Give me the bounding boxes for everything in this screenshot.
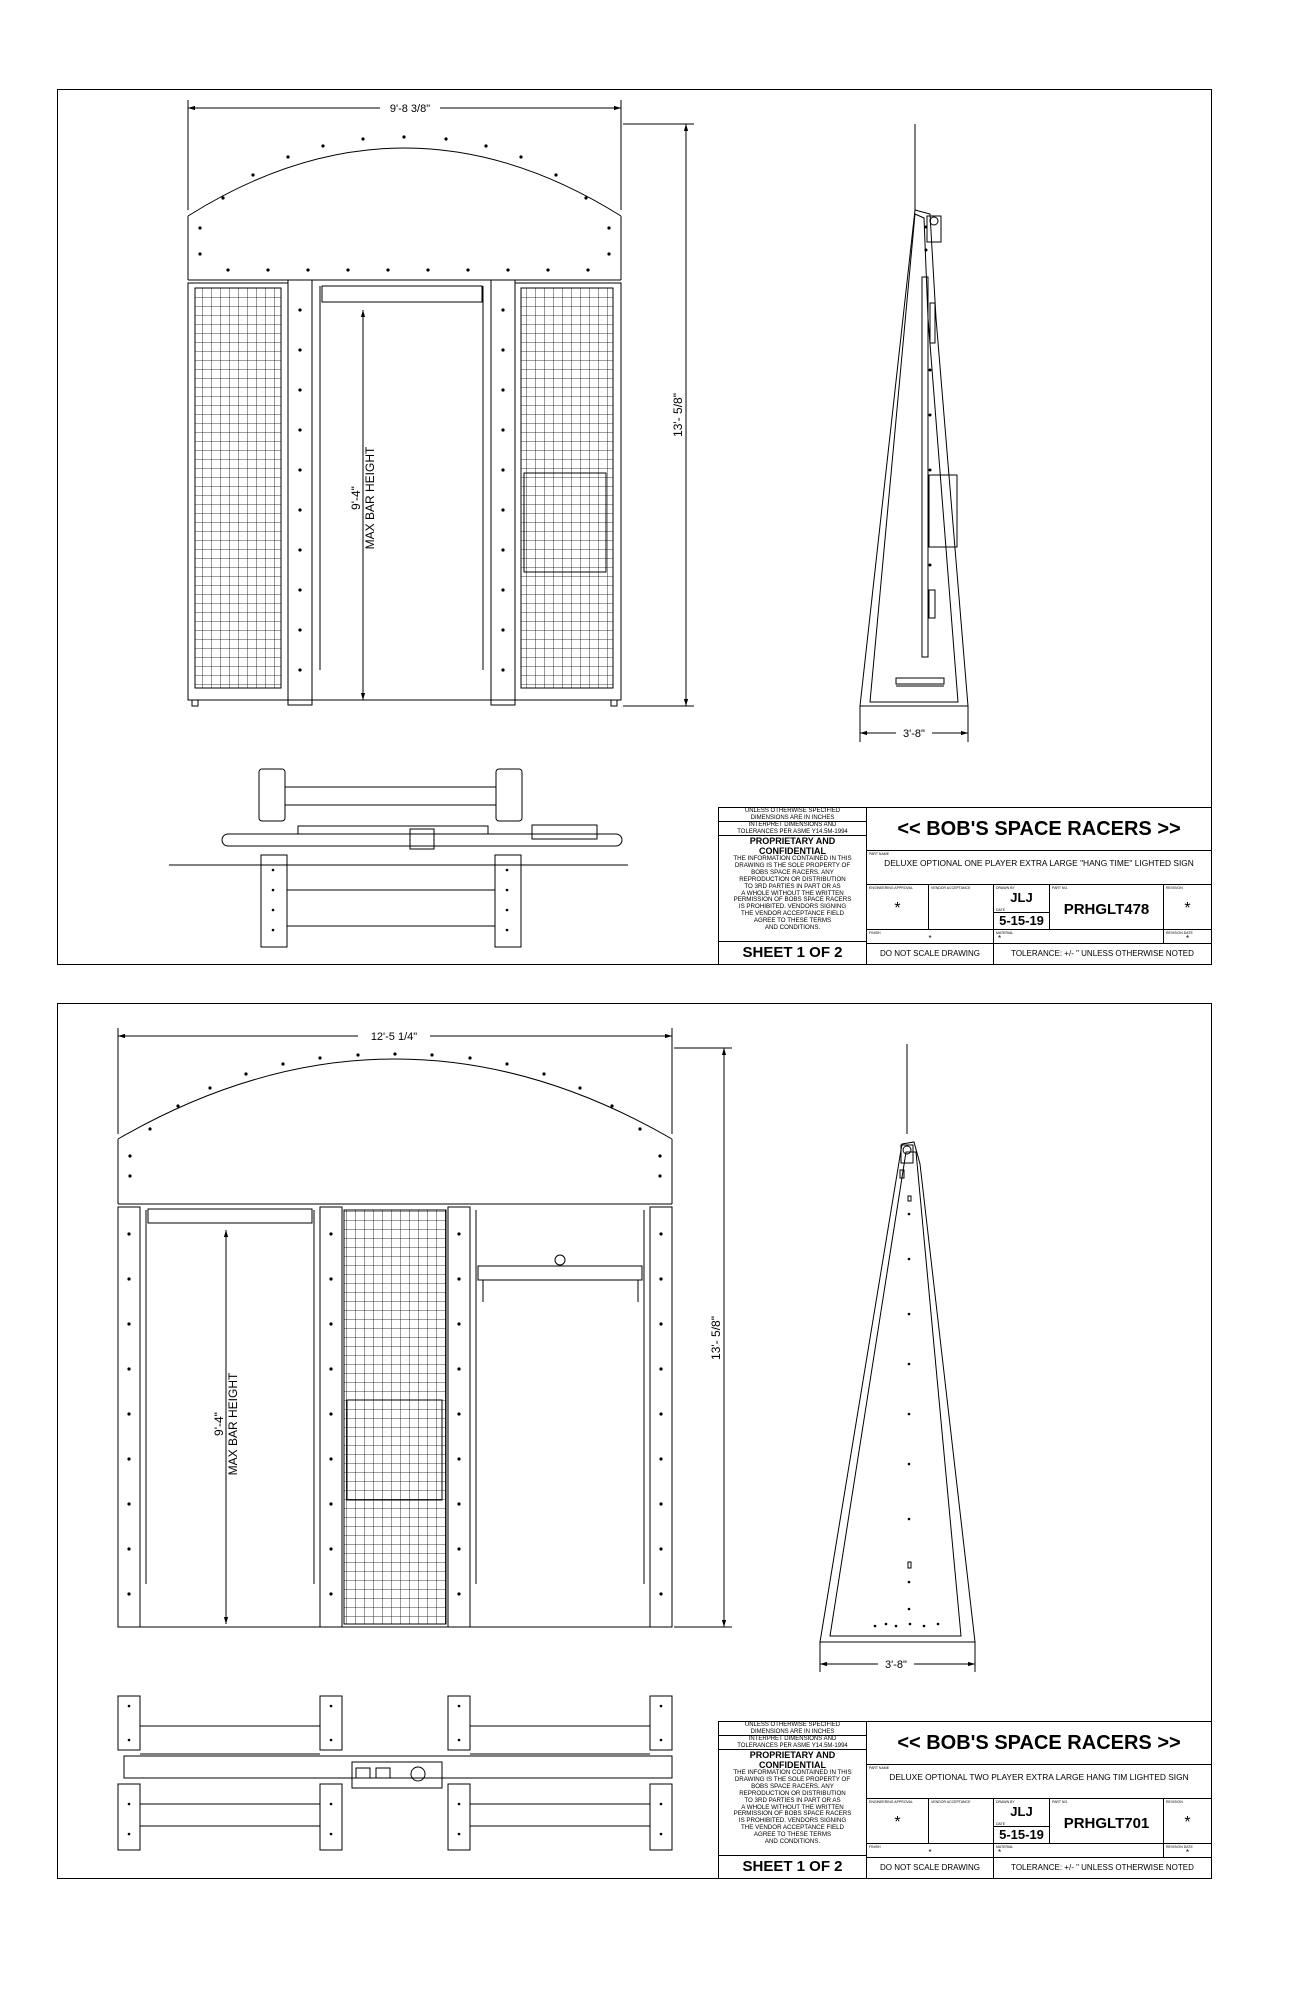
drawing-sheet-1 [57,89,1212,965]
interpret-note [719,1736,867,1750]
revision-value: * [1184,900,1191,917]
drawing-title [867,851,1211,885]
part-number: PRHGLT701 [1063,1815,1150,1832]
vendor-acceptance [929,885,994,930]
proprietary-notice [719,836,867,942]
proprietary-line: DRAWING IS THE SOLE PROPERTY OF [734,1775,851,1783]
width-dimension: 9'-8 3/8" [389,103,431,115]
tolerance-note: TOLERANCE: +/- " UNLESS OTHERWISE NOTED [1011,1863,1194,1872]
units-note-line-1: UNLESS OTHERWISE SPECIFIED [744,1722,841,1728]
front-view [118,1028,732,1627]
proprietary-line: REPRODUCTION OR DISTRIBUTION [739,875,846,883]
proprietary-line: THE INFORMATION CONTAINED IN THIS [733,1769,852,1776]
revision-label: REVISION [1166,886,1183,890]
drawing-date: 5-15-19 [994,1826,1049,1842]
proprietary-line: AGREE TO THESE TERMS [753,917,832,925]
finish-label: FINISH [869,931,881,935]
drawing-date: 5-15-19 [994,912,1049,928]
engineering-approval [867,885,929,930]
depth-dimension: 3'-8" [885,1659,907,1671]
vendor-acceptance-label: VENDOR ACCEPTANCE [931,1800,971,1804]
proprietary-line: AND CONDITIONS. [764,1838,821,1846]
company-name: << BOB'S SPACE RACERS >> [867,1722,1211,1765]
proprietary-line: AND CONDITIONS. [764,924,821,932]
side-view [860,124,968,742]
proprietary-line: A WHOLE WITHOUT THE WRITTEN [741,889,844,897]
revision-value: * [1184,1814,1191,1831]
units-note [719,1722,867,1736]
interpret-note-line-2: TOLERANCES PER ASME Y14.5M-1994 [737,829,848,835]
drawing-title-text: DELUXE OPTIONAL TWO PLAYER EXTRA LARGE HANG TIM LIGHTED SIGN [889,1772,1189,1782]
part-name-label: PART NAME [869,1766,890,1770]
material-cell [994,930,1164,944]
do-not-scale-note: DO NOT SCALE DRAWING [867,944,994,965]
revision-cell [1164,1799,1211,1844]
title-block [718,807,1212,965]
tolerance-note: TOLERANCE: +/- " UNLESS OTHERWISE NOTED [1011,949,1194,958]
proprietary-line: THE VENDOR ACCEPTANCE FIELD [740,910,845,918]
date-label: DATE [996,908,1006,912]
vendor-acceptance-label: VENDOR ACCEPTANCE [931,886,971,890]
units-note-line-2: DIMENSIONS ARE IN INCHES [750,815,835,821]
engineering-approval-value: * [894,1814,901,1831]
front-view [188,100,694,706]
drawn-by: JLJ [1010,890,1033,905]
bar-height-label: MAX BAR HEIGHT [363,446,377,550]
interpret-note-line-1: INTERPRET DIMENSIONS AND [748,822,837,828]
interpret-note-line-2: TOLERANCES PER ASME Y14.5M-1994 [737,1743,848,1749]
drawn-by-cell [994,885,1050,930]
engineering-approval-label: ENGINEERING APPROVAL [869,1800,913,1804]
drawn-by-label: DRAWN BY [996,1800,1015,1804]
drawing-sheet-2 [57,1003,1212,1879]
side-view [820,1044,975,1672]
height-dimension: 13'- 5/8" [709,1316,723,1360]
units-note [719,808,867,822]
height-dimension: 13'- 5/8" [671,393,685,437]
material-cell [994,1844,1164,1858]
finish-value: * [928,934,932,943]
revision-label: REVISION [1166,1800,1183,1804]
part-number: PRHGLT478 [1063,901,1150,918]
units-note-line-2: DIMENSIONS ARE IN INCHES [750,1729,835,1735]
top-view [118,1696,672,1850]
finish-value: * [928,1848,932,1857]
drawing-title-text: DELUXE OPTIONAL ONE PLAYER EXTRA LARGE "HANG TIME" LIGHTED SIGN [884,858,1194,868]
proprietary-line: PERMISSION OF BOBS SPACE RACERS [733,1810,852,1818]
proprietary-line: THE VENDOR ACCEPTANCE FIELD [740,1824,845,1832]
part-number-label: PART NO. [1052,1800,1069,1804]
engineering-approval-label: ENGINEERING APPROVAL [869,886,913,890]
bar-height-dimension: 9'-4" [349,486,363,510]
bar-height-label: MAX BAR HEIGHT [226,1372,240,1476]
proprietary-line: A WHOLE WITHOUT THE WRITTEN [741,1803,844,1811]
finish-cell [867,930,994,944]
depth-dimension: 3'-8" [903,728,925,740]
sheet-number: SHEET 1 OF 2 [719,1856,867,1879]
proprietary-line: AGREE TO THESE TERMS [753,1831,832,1839]
units-note-line-1: UNLESS OTHERWISE SPECIFIED [744,808,841,814]
proprietary-line: TO 3RD PARTIES IN PART OR AS [744,1796,841,1804]
drawing-title [867,1765,1211,1799]
revision-date-value: * [1185,1848,1190,1857]
do-not-scale-note: DO NOT SCALE DRAWING [867,1858,994,1879]
revision-date-cell [1164,1844,1211,1858]
proprietary-line: PERMISSION OF BOBS SPACE RACERS [733,896,852,904]
sheet-number: SHEET 1 OF 2 [719,942,867,965]
finish-label: FINISH [869,1845,881,1849]
proprietary-heading: PROPRIETARY AND CONFIDENTIAL [749,836,836,856]
title-block [718,1721,1212,1879]
proprietary-heading: PROPRIETARY AND CONFIDENTIAL [749,1750,836,1770]
material-value: * [998,1848,1002,1857]
proprietary-line: IS PROHIBITED. VENDORS SIGNING [738,903,847,911]
drawn-by-cell [994,1799,1050,1844]
material-label: MATERIAL [996,931,1014,935]
drawn-by: JLJ [1010,1804,1033,1819]
interpret-note [719,822,867,836]
proprietary-line: BOBS SPACE RACERS. ANY [751,868,834,876]
revision-date-value: * [1185,934,1190,943]
proprietary-line: IS PROHIBITED. VENDORS SIGNING [738,1817,847,1825]
part-number-label: PART NO. [1052,886,1069,890]
revision-date-label: REVISION DATE [1166,1845,1193,1849]
width-dimension: 12'-5 1/4" [370,1031,418,1043]
proprietary-line: REPRODUCTION OR DISTRIBUTION [739,1789,846,1797]
bar-height-dimension: 9'-4" [212,1412,226,1436]
proprietary-line: BOBS SPACE RACERS. ANY [751,1782,834,1790]
part-name-label: PART NAME [869,852,890,856]
part-number-cell [1050,885,1164,930]
proprietary-line: TO 3RD PARTIES IN PART OR AS [744,882,841,890]
finish-cell [867,1844,994,1858]
material-label: MATERIAL [996,1845,1014,1849]
vendor-acceptance [929,1799,994,1844]
company-name: << BOB'S SPACE RACERS >> [867,808,1211,851]
interpret-note-line-1: INTERPRET DIMENSIONS AND [748,1736,837,1742]
drawn-by-label: DRAWN BY [996,886,1015,890]
top-view [169,769,628,947]
engineering-approval [867,1799,929,1844]
proprietary-line: THE INFORMATION CONTAINED IN THIS [733,855,852,862]
engineering-approval-value: * [894,900,901,917]
revision-cell [1164,885,1211,930]
proprietary-line: DRAWING IS THE SOLE PROPERTY OF [734,861,851,869]
part-number-cell [1050,1799,1164,1844]
revision-date-cell [1164,930,1211,944]
revision-date-label: REVISION DATE [1166,931,1193,935]
date-label: DATE [996,1822,1006,1826]
proprietary-notice [719,1750,867,1856]
material-value: * [998,934,1002,943]
